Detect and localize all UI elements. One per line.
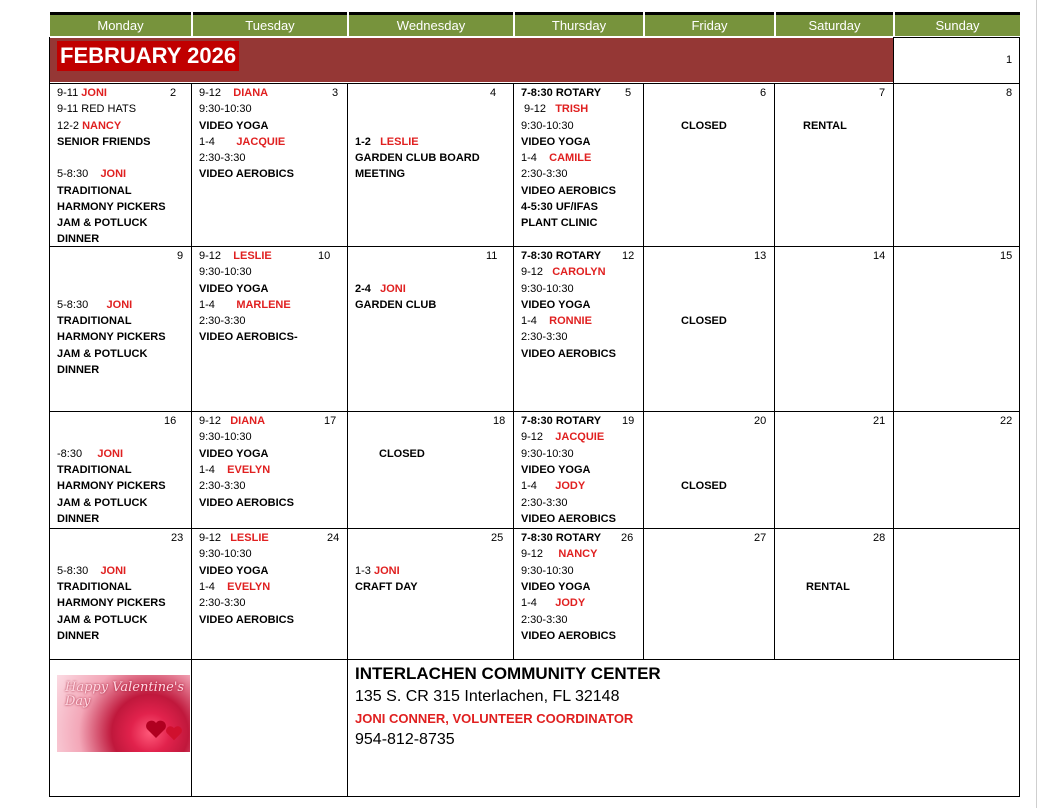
event-line: 1-4 EVELYN — [199, 464, 271, 476]
event-line: JAM & POTLUCK — [57, 348, 148, 360]
event-line: 2:30-3:30 — [521, 497, 568, 509]
month-title: FEBRUARY 2026 — [57, 41, 239, 71]
event-line: HARMONY PICKERS — [57, 201, 166, 213]
event-line: CLOSED — [681, 120, 727, 132]
event-line: VIDEO YOGA — [521, 136, 591, 148]
event-line: PLANT CLINIC — [521, 217, 598, 229]
event-line: 9-11 RED HATS — [57, 103, 137, 115]
event-line: DINNER — [57, 630, 100, 642]
grid-line — [49, 796, 1020, 797]
event-line: CLOSED — [681, 315, 727, 327]
day-number: 13 — [754, 250, 767, 262]
grid-line — [893, 37, 894, 659]
day-number: 20 — [754, 415, 767, 427]
day-number: 22 — [1000, 415, 1013, 427]
event-line: HARMONY PICKERS — [57, 597, 166, 609]
grid-line — [49, 528, 1020, 529]
event-line: 2:30-3:30 — [199, 480, 246, 492]
event-line: 9-11 JONI — [57, 87, 107, 99]
header-wednesday: Wednesday — [349, 12, 513, 36]
event-line: TRADITIONAL — [57, 315, 132, 327]
valentine-image-text: Happy Valentine's Day — [65, 680, 185, 709]
event-line: VIDEO YOGA — [199, 120, 269, 132]
event-line: 9-12 NANCY — [521, 548, 598, 560]
event-line: VIDEO YOGA — [521, 464, 591, 476]
day-number: 23 — [171, 532, 184, 544]
event-line: VIDEO AEROBICS- — [199, 331, 298, 343]
event-line: 9-12 TRISH — [524, 103, 589, 115]
event-line: 1-4 EVELYN — [199, 581, 271, 593]
event-line: -8:30 JONI — [57, 448, 124, 460]
event-line: 9-12 JACQUIE — [521, 431, 605, 443]
event-line: 9:30-10:30 — [521, 283, 574, 295]
event-line: 7-8:30 ROTARY — [521, 532, 602, 544]
event-line: 1-4 MARLENE — [199, 299, 291, 311]
day-number: 10 — [318, 250, 331, 262]
grid-line — [774, 83, 775, 659]
event-line: 9-12 CAROLYN — [521, 266, 606, 278]
day-number: 25 — [491, 532, 504, 544]
event-line: VIDEO YOGA — [199, 565, 269, 577]
event-line: SENIOR FRIENDS — [57, 136, 151, 148]
header-thursday: Thursday — [515, 12, 643, 36]
event-line: 7-8:30 ROTARY — [521, 250, 602, 262]
event-line: 1-4 RONNIE — [521, 315, 592, 327]
header-friday: Friday — [645, 12, 774, 36]
event-line: 2:30-3:30 — [199, 597, 246, 609]
event-line: 5-8:30 JONI — [57, 565, 127, 577]
event-line: VIDEO YOGA — [199, 448, 269, 460]
event-line: 9-12 DIANA — [199, 415, 266, 427]
event-line: 4-5:30 UF/IFAS — [521, 201, 599, 213]
event-line: JAM & POTLUCK — [57, 217, 148, 229]
event-line: 2:30-3:30 — [521, 168, 568, 180]
event-line: GARDEN CLUB — [355, 299, 437, 311]
event-line: VIDEO AEROBICS — [199, 168, 294, 180]
day-number: 14 — [873, 250, 886, 262]
day-number: 1 — [1006, 54, 1013, 66]
event-line: VIDEO YOGA — [521, 581, 591, 593]
event-line: TRADITIONAL — [57, 185, 132, 197]
event-line: 9-12 DIANA — [199, 87, 269, 99]
day-number: 6 — [760, 87, 767, 99]
event-line: CLOSED — [379, 448, 425, 460]
event-line: 9:30-10:30 — [199, 431, 252, 443]
header-tuesday: Tuesday — [193, 12, 347, 36]
day-number: 21 — [873, 415, 886, 427]
grid-line — [347, 83, 348, 797]
day-number: 26 — [621, 532, 634, 544]
day-number: 27 — [754, 532, 767, 544]
event-line: 1-4 CAMILE — [521, 152, 592, 164]
event-line: VIDEO AEROBICS — [521, 348, 616, 360]
grid-line — [1019, 37, 1020, 797]
day-number: 19 — [622, 415, 635, 427]
event-line: 9-12 LESLIE — [199, 532, 269, 544]
event-line: VIDEO AEROBICS — [199, 614, 294, 626]
header-monday: Monday — [50, 12, 191, 36]
day-number: 15 — [1000, 250, 1013, 262]
event-line: TRADITIONAL — [57, 581, 132, 593]
event-line: RENTAL — [806, 581, 850, 593]
event-line: CRAFT DAY — [355, 581, 418, 593]
event-line: 1-4 JODY — [521, 480, 586, 492]
event-line: 7-8:30 ROTARY — [521, 87, 602, 99]
day-number: 2 — [170, 87, 177, 99]
event-line: 1-2 LESLIE — [355, 136, 419, 148]
day-number: 9 — [177, 250, 184, 262]
event-line: DINNER — [57, 513, 100, 525]
event-line: 1-4 JACQUIE — [199, 136, 286, 148]
org-name: INTERLACHEN COMMUNITY CENTER — [355, 664, 661, 683]
grid-line — [643, 83, 644, 659]
event-line: DINNER — [57, 233, 100, 245]
phone-number: 954-812-8735 — [355, 731, 455, 748]
event-line: 9:30-10:30 — [199, 103, 252, 115]
event-line: JAM & POTLUCK — [57, 614, 148, 626]
event-line: 12-2 NANCY — [57, 120, 122, 132]
grid-line — [191, 83, 192, 797]
grid-line — [49, 411, 1020, 412]
day-number: 5 — [625, 87, 632, 99]
event-line: JAM & POTLUCK — [57, 497, 148, 509]
page-edge — [1036, 0, 1037, 808]
event-line: VIDEO YOGA — [521, 299, 591, 311]
event-line: 9:30-10:30 — [521, 120, 574, 132]
event-line: 1-3 JONI — [355, 565, 400, 577]
event-line: 7-8:30 ROTARY — [521, 415, 602, 427]
day-number: 24 — [327, 532, 340, 544]
heart-icon — [165, 725, 183, 741]
coordinator: JONI CONNER, VOLUNTEER COORDINATOR — [355, 711, 634, 726]
event-line: VIDEO AEROBICS — [521, 513, 616, 525]
event-line: 1-4 JODY — [521, 597, 586, 609]
event-line: 2:30-3:30 — [521, 614, 568, 626]
day-number: 3 — [332, 87, 339, 99]
event-line: 9:30-10:30 — [199, 266, 252, 278]
day-number: 17 — [324, 415, 337, 427]
event-line: TRADITIONAL — [57, 464, 132, 476]
event-line: 2:30-3:30 — [199, 152, 246, 164]
event-line: VIDEO AEROBICS — [521, 630, 616, 642]
grid-line — [893, 37, 1020, 38]
event-line: VIDEO YOGA — [199, 283, 269, 295]
valentine-image — [57, 675, 190, 752]
day-number: 16 — [164, 415, 177, 427]
event-line: VIDEO AEROBICS — [521, 185, 616, 197]
event-line: VIDEO AEROBICS — [199, 497, 294, 509]
event-line: 9:30-10:30 — [199, 548, 252, 560]
heart-icon — [145, 719, 167, 739]
event-line: CLOSED — [681, 480, 727, 492]
event-line: 2-4 JONI — [355, 283, 406, 295]
event-line: MEETING — [355, 168, 406, 180]
event-line: RENTAL — [803, 120, 847, 132]
event-line: HARMONY PICKERS — [57, 331, 166, 343]
day-number: 28 — [873, 532, 886, 544]
day-number: 18 — [493, 415, 506, 427]
event-line: GARDEN CLUB BOARD — [355, 152, 480, 164]
day-number: 12 — [622, 250, 635, 262]
day-number: 8 — [1006, 87, 1013, 99]
event-line: DINNER — [57, 364, 100, 376]
event-line: HARMONY PICKERS — [57, 480, 166, 492]
grid-line — [513, 83, 514, 659]
event-line: 9-12 LESLIE — [199, 250, 272, 262]
event-line: 9:30-10:30 — [521, 565, 574, 577]
grid-line — [49, 37, 50, 797]
grid-line — [49, 659, 1020, 660]
address: 135 S. CR 315 Interlachen, FL 32148 — [355, 688, 620, 705]
event-line: 5-8:30 JONI — [57, 168, 127, 180]
day-number: 11 — [486, 250, 498, 262]
event-line: 9:30-10:30 — [521, 448, 574, 460]
day-number: 7 — [879, 87, 886, 99]
event-line: 2:30-3:30 — [199, 315, 246, 327]
header-sunday: Sunday — [895, 12, 1020, 36]
grid-line — [49, 83, 1020, 84]
grid-line — [49, 246, 1020, 247]
event-line: 2:30-3:30 — [521, 331, 568, 343]
day-number: 4 — [490, 87, 497, 99]
event-line: 5-8:30 JONI — [57, 299, 133, 311]
header-saturday: Saturday — [776, 12, 893, 36]
